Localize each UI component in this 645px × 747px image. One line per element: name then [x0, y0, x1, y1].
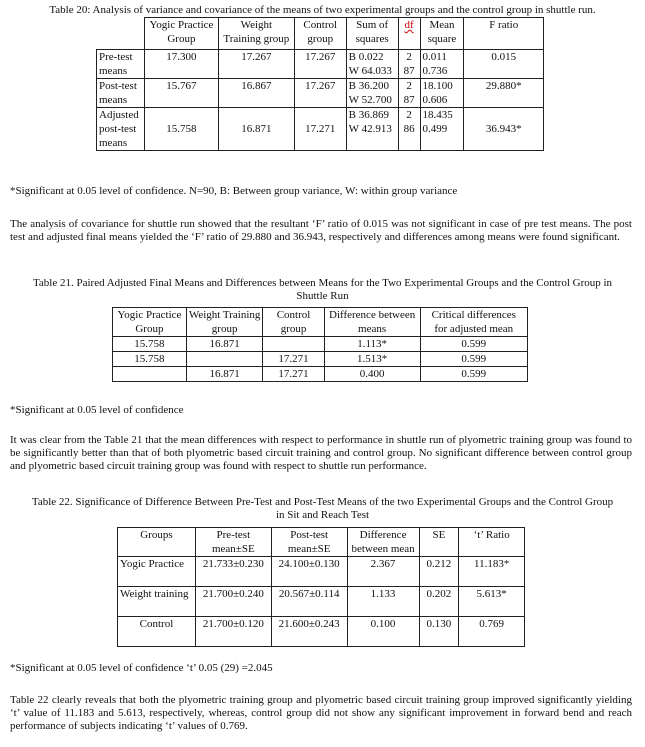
t22-cell: 2.367 — [347, 557, 419, 587]
t22-cell: 21.700±0.120 — [195, 617, 271, 647]
t20-cell: 2 87 — [398, 50, 420, 79]
t21-header-crit: Critical differences for adjusted mean — [420, 308, 527, 337]
table-20 — [96, 17, 544, 151]
t20-cell: 0.015 — [464, 50, 544, 79]
t20-cell: 0.011 0.736 — [420, 50, 464, 79]
t20-header-df: df — [398, 18, 420, 50]
t22-cell: 0.130 — [419, 617, 459, 647]
t21-cell: 15.758 — [113, 352, 187, 367]
t22-header-pre: Pre-test mean±SE — [195, 528, 271, 557]
t20-cell: 17.300 — [144, 50, 218, 79]
t20-cell: 29.880* — [464, 79, 544, 108]
t21-cell — [263, 337, 324, 352]
t21-header-yogic: Yogic Practice Group — [113, 308, 187, 337]
t22-row-label: Control — [118, 617, 196, 647]
t20-header-ss: Sum of squares — [346, 18, 398, 50]
t21-cell: 0.400 — [324, 367, 420, 382]
t20-row-label: Post-test means — [97, 79, 145, 108]
table-21-note: *Significant at 0.05 level of confidence — [10, 404, 184, 416]
t21-cell — [186, 352, 263, 367]
t22-cell: 1.133 — [347, 587, 419, 617]
t22-cell: 21.600±0.243 — [271, 617, 347, 647]
t20-cell: B 0.022 W 64.033 — [346, 50, 398, 79]
t22-cell: 0.769 — [459, 617, 525, 647]
t20-cell: 36.943* — [464, 108, 544, 151]
t22-cell: 0.100 — [347, 617, 419, 647]
table-22-caption: Table 22. Significance of Difference Between Pre-Test and Post-Test Means of the two Experimental Groups and the Control Group in Sit and Reach Test — [31, 496, 614, 521]
t21-cell: 1.513* — [324, 352, 420, 367]
t20-cell: 15.758 — [144, 108, 218, 151]
t20-header-ms: Mean square — [420, 18, 464, 50]
t20-row-label: Adjusted post-test means — [97, 108, 145, 151]
t21-cell: 1.113* — [324, 337, 420, 352]
table-22-note: *Significant at 0.05 level of confidence ‘t’ 0.05 (29) =2.045 — [10, 662, 273, 674]
t22-cell: 21.700±0.240 — [195, 587, 271, 617]
t22-header-t: ‘t’ Ratio — [459, 528, 525, 557]
t22-cell: 20.567±0.114 — [271, 587, 347, 617]
paragraph-2: It was clear from the Table 21 that the mean differences with respect to performance in shuttle run of plyometric training group was found to be significantly better than that of both plyometric based circuit training and control group. No significant difference between control group and plyometric based circuit training group was found with respect to shuttle run performance. — [10, 434, 632, 472]
paragraph-3: Table 22 clearly reveals that both the plyometric training group and plyometric based circuit training group improved significantly yielding ‘t’ value of 11.183 and 5.613, respectively, whereas, control group did not show any significant improvement in forward bend and reach performance of subjects indicating ‘t’ values of 0.769. — [10, 694, 632, 732]
t20-cell: 2 86 — [398, 108, 420, 151]
table-20-caption: Table 20: Analysis of variance and covariance of the means of two experimental groups and the control group in shuttle run. — [49, 4, 596, 16]
table-21-caption: Table 21. Paired Adjusted Final Means and Differences between Means for the Two Experimental Groups and the Control Group in Shuttle Run — [32, 277, 613, 302]
t21-header-control: Control group — [263, 308, 324, 337]
t21-header-diff: Difference between means — [324, 308, 420, 337]
paragraph-1: The analysis of covariance for shuttle run showed that the resultant ‘F’ ratio of 0.015 was not significant in case of pre test means. The post test and adjusted final means yielded the ‘F’ ratio of 29.880 and 36.943, respectively and differences among means were found significant. — [10, 218, 632, 243]
t21-cell: 16.871 — [186, 337, 263, 352]
t21-header-weight: Weight Training group — [186, 308, 263, 337]
t20-cell: 17.267 — [294, 50, 346, 79]
t20-cell: 15.767 — [144, 79, 218, 108]
t22-header-post: Post-test mean±SE — [271, 528, 347, 557]
t20-cell: 16.867 — [218, 79, 294, 108]
t20-header-empty — [97, 18, 145, 50]
t21-cell: 17.271 — [263, 367, 324, 382]
t22-cell: 24.100±0.130 — [271, 557, 347, 587]
t22-cell: 5.613* — [459, 587, 525, 617]
t20-header-control: Control group — [294, 18, 346, 50]
t22-header-se: SE — [419, 528, 459, 557]
t22-row-label: Weight training — [118, 587, 196, 617]
t20-header-weight: Weight Training group — [218, 18, 294, 50]
t20-cell: 17.267 — [218, 50, 294, 79]
t20-cell: 16.871 — [218, 108, 294, 151]
t20-cell: 17.271 — [294, 108, 346, 151]
t20-cell: 2 87 — [398, 79, 420, 108]
t21-cell: 17.271 — [263, 352, 324, 367]
t21-cell: 15.758 — [113, 337, 187, 352]
table-20-note: *Significant at 0.05 level of confidence. N=90, B: Between group variance, W: within group variance — [10, 185, 458, 197]
table-22 — [117, 527, 525, 647]
t22-cell: 0.202 — [419, 587, 459, 617]
t21-cell: 0.599 — [420, 352, 527, 367]
t22-cell: 0.212 — [419, 557, 459, 587]
t21-cell — [113, 367, 187, 382]
t22-row-label: Yogic Practice — [118, 557, 196, 587]
t20-header-f: F ratio — [464, 18, 544, 50]
t20-header-yogic: Yogic Practice Group — [144, 18, 218, 50]
t21-cell: 0.599 — [420, 337, 527, 352]
t22-cell: 21.733±0.230 — [195, 557, 271, 587]
t20-cell: 18.435 0.499 — [420, 108, 464, 151]
t21-cell: 16.871 — [186, 367, 263, 382]
t20-cell: 17.267 — [294, 79, 346, 108]
t20-cell: B 36.200 W 52.700 — [346, 79, 398, 108]
table-21 — [112, 307, 528, 382]
t20-cell: B 36.869 W 42.913 — [346, 108, 398, 151]
t20-cell: 18.100 0.606 — [420, 79, 464, 108]
t21-cell: 0.599 — [420, 367, 527, 382]
t20-row-label: Pre-test means — [97, 50, 145, 79]
t22-cell: 11.183* — [459, 557, 525, 587]
t22-header-diff: Difference between mean — [347, 528, 419, 557]
t22-header-groups: Groups — [118, 528, 196, 557]
